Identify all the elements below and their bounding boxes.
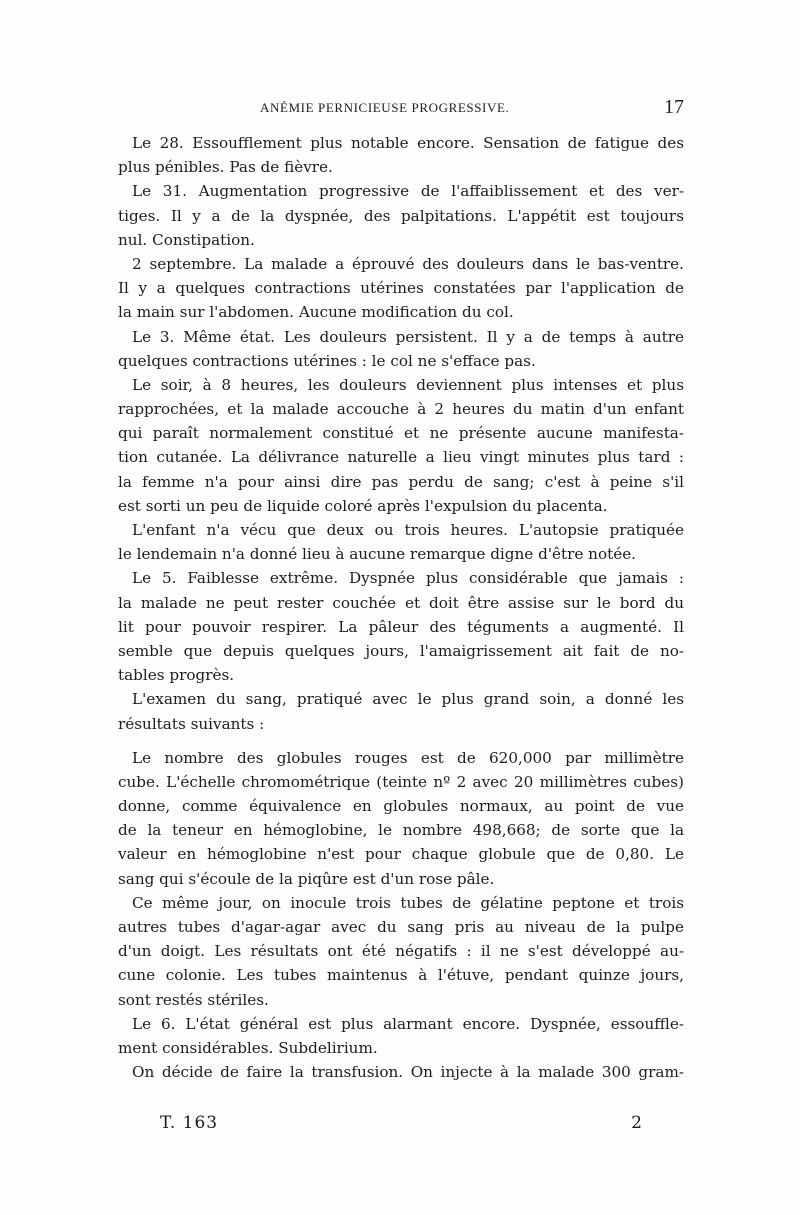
text-line: Le 5. Faiblesse extrême. Dyspnée plus considérable que jamais : <box>132 569 684 588</box>
text-line: tables progrès. <box>118 666 235 685</box>
body-text <box>118 131 684 1084</box>
text-line: est sorti un peu de liquide coloré après l'expulsion du placenta. <box>118 496 608 515</box>
text-line: Le 3. Même état. Les douleurs persistent. Il y a de temps à autre <box>132 327 684 346</box>
text-line: On décide de faire la transfusion. On injecte à la malade 300 gram- <box>132 1063 684 1082</box>
text-line: Il y a quelques contractions utérines constatées par l'application de <box>118 279 684 298</box>
text-line: qui paraît normalement constitué et ne présente aucune manifesta- <box>118 424 684 443</box>
paragraph-gap <box>118 736 684 746</box>
running-title: ANÉMIE PERNICIEUSE PROGRESSIVE. <box>260 100 510 115</box>
running-head <box>118 96 684 122</box>
text-line: autres tubes d'agar-agar avec du sang pris au niveau de la pulpe <box>118 918 684 936</box>
text-line: nul. Constipation. <box>118 230 255 249</box>
text-line: ment considérables. Subdelirium. <box>118 1038 378 1057</box>
text-line: cube. L'échelle chromométrique (teinte nº 2 avec 20 millimètres cubes) <box>118 772 684 791</box>
text-line: quelques contractions utérines : le col ne s'efface pas. <box>118 351 536 370</box>
page-number: 17 <box>664 96 684 118</box>
text-line: de la teneur en hémoglobine, le nombre 498,668; de sorte que la <box>118 821 684 840</box>
text-line: Ce même jour, on inocule trois tubes de gélatine peptone et trois <box>132 893 684 912</box>
text-line: Le soir, à 8 heures, les douleurs deviennent plus intenses et plus <box>132 375 684 394</box>
printer-signature <box>160 1113 642 1141</box>
text-line: cune colonie. Les tubes maintenus à l'étuve, pendant quinze jours, <box>118 966 684 985</box>
signature-volume: T. 163 <box>160 1113 219 1133</box>
text-line: sang qui s'écoule de la piqûre est d'un rose pâle. <box>118 869 495 888</box>
text-line: tiges. Il y a de la dyspnée, des palpitations. L'appétit est toujours <box>118 206 684 225</box>
signature-sheet: 2 <box>631 1113 642 1133</box>
text-line: la malade ne peut rester couchée et doit être assise sur le bord du <box>118 593 684 612</box>
text-line: la main sur l'abdomen. Aucune modification du col. <box>118 303 514 322</box>
text-line: tion cutanée. La délivrance naturelle a lieu vingt minutes plus tard : <box>118 448 684 467</box>
text-line: sont restés stériles. <box>118 990 269 1009</box>
text-line: lit pour pouvoir respirer. La pâleur des téguments a augmenté. Il <box>118 617 684 636</box>
text-line: rapprochées, et la malade accouche à 2 heures du matin d'un enfant <box>118 400 684 419</box>
text-line: d'un doigt. Les résultats ont été négatifs : il ne s'est développé au- <box>118 942 684 961</box>
text-line: semble que depuis quelques jours, l'amaigrissement ait fait de no- <box>118 641 684 660</box>
text-line: le lendemain n'a donné lieu à aucune remarque digne d'être notée. <box>118 545 637 564</box>
text-line: Le 31. Augmentation progressive de l'affaiblissement et des ver- <box>132 182 684 201</box>
text-line: L'enfant n'a vécu que deux ou trois heures. L'autopsie pratiquée <box>132 521 684 539</box>
text-line: plus pénibles. Pas de fièvre. <box>118 158 333 177</box>
text-line: donne, comme équivalence en globules normaux, au point de vue <box>118 797 684 816</box>
text-line: Le 6. L'état général est plus alarmant encore. Dyspnée, essouffle- <box>132 1014 684 1033</box>
text-line: Le 28. Essoufflement plus notable encore. Sensation de fatigue des <box>132 134 684 152</box>
text-line: 2 septembre. La malade a éprouvé des douleurs dans le bas-ventre. <box>132 254 684 273</box>
text-line: résultats suivants : <box>118 714 265 733</box>
text-line: L'examen du sang, pratiqué avec le plus grand soin, a donné les <box>132 690 684 709</box>
text-line: valeur en hémoglobine n'est pour chaque globule que de 0,80. Le <box>118 845 684 864</box>
text-line: Le nombre des globules rouges est de 620,000 par millimètre <box>132 748 684 767</box>
text-line: la femme n'a pour ainsi dire pas perdu de sang; c'est à peine s'il <box>118 472 684 491</box>
